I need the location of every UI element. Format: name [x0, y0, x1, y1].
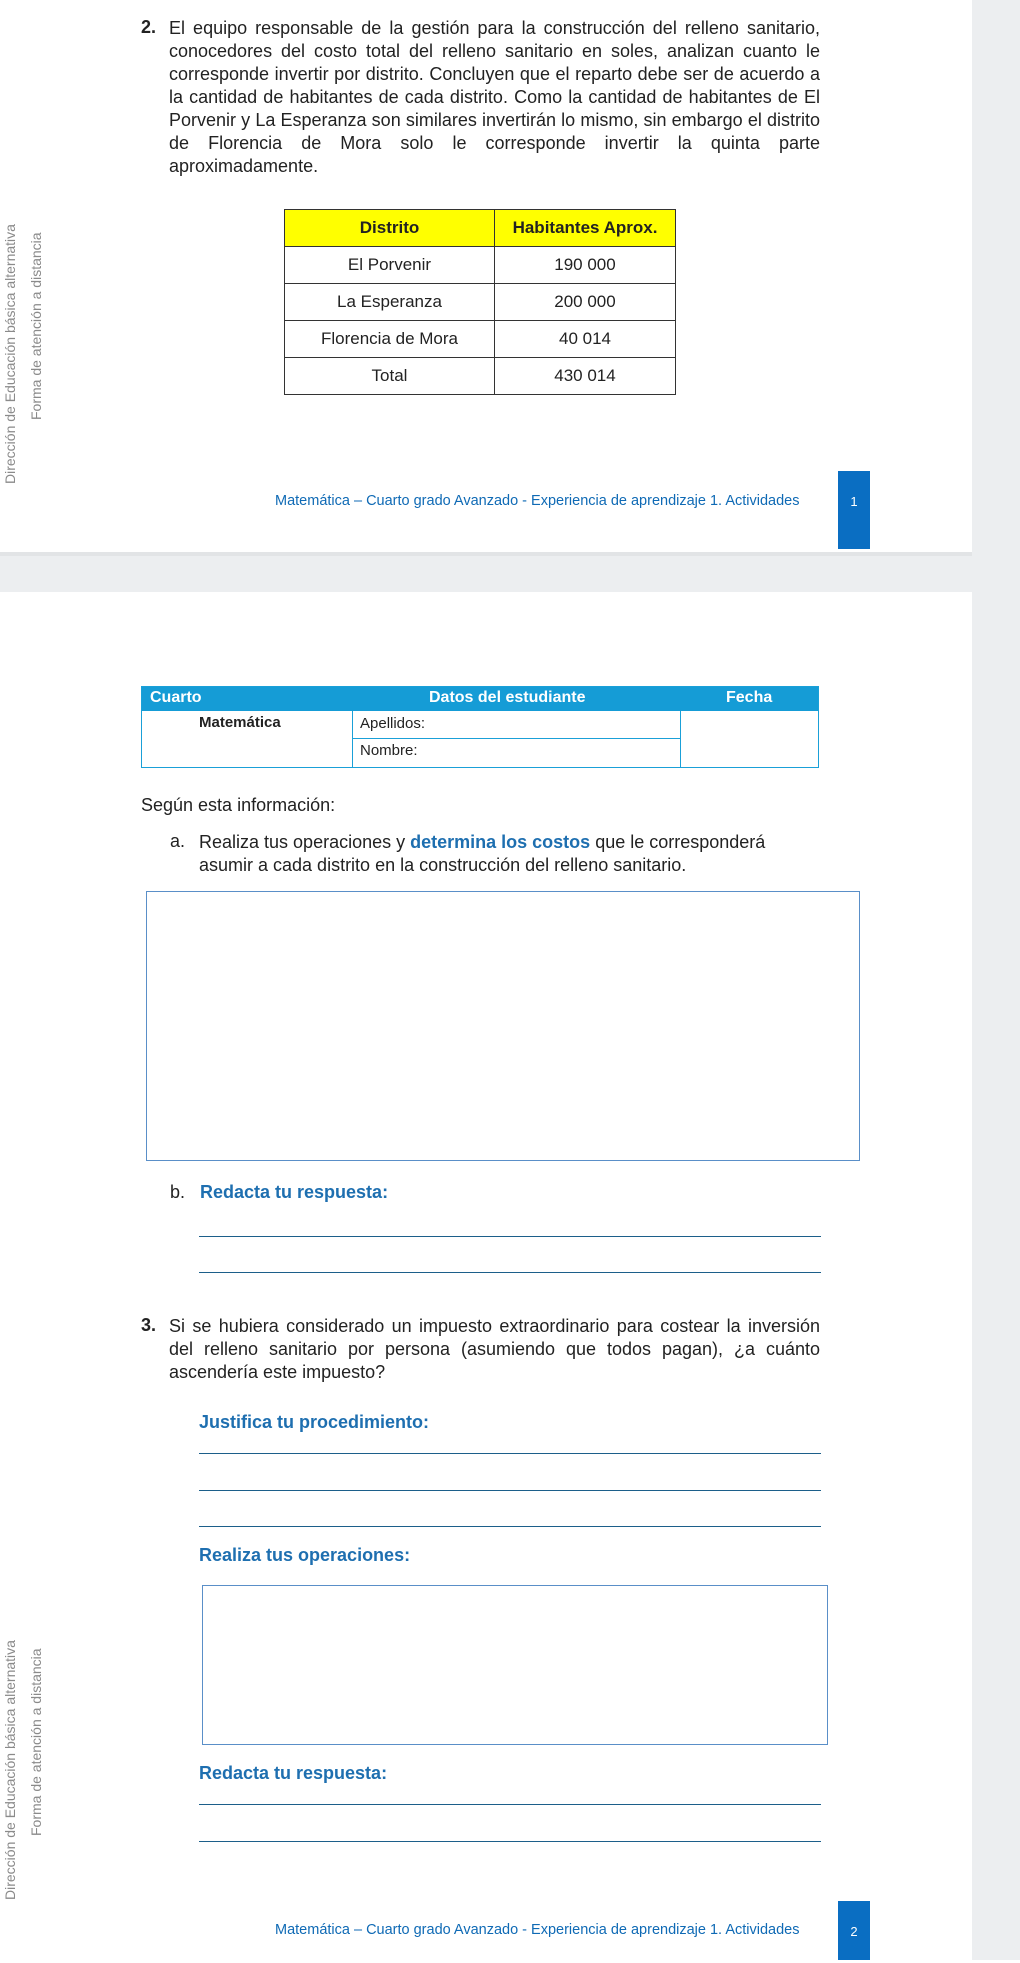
item-a-text [199, 831, 820, 877]
operations-box-3[interactable] [202, 1585, 828, 1745]
header-datos: Datos del estudiante [429, 689, 586, 706]
cell-population: 430 014 [495, 358, 676, 395]
item-3-text: Si se hubiera considerado un impuesto extraordinario para costear la inversión del relleno sanitario por persona (asumiendo que todos pagan), ¿a cuánto ascendería este impuesto? [169, 1316, 820, 1382]
item-2-text: El equipo responsable de la gestión para la construcción del relleno sanitario, conocedores del costo total del relleno sanitario en soles, analizan cuanto le corresponde invertir por distrito. Concluyen que el reparto debe ser de acuerdo a la cantidad de habitantes de cada distrito. Como la cantidad de habitantes de El Porvenir y La Esperanza son similares invertirán lo mismo, sin embargo el distrito de Florencia de Mora solo le corresponde invertir la quinta parte aproximadamente. [169, 18, 820, 176]
item-3-number: 3. [141, 1315, 157, 1335]
cell-district: Total [285, 358, 495, 395]
table-row [285, 321, 676, 358]
table-row [285, 247, 676, 284]
page-gap [0, 552, 1020, 592]
item-a-post: que le corresponderá asumir a cada distrito en la construcción del relleno sanitario. [199, 832, 766, 875]
operations-box-a[interactable] [146, 891, 860, 1161]
student-table-header [142, 687, 818, 711]
item-2-number: 2. [141, 17, 157, 37]
item-a-pre: Realiza tus operaciones y [199, 832, 411, 852]
side-label-line2: Forma de atención a distancia [28, 1648, 44, 1836]
divider [352, 711, 353, 767]
district-table [284, 209, 676, 395]
page-1-number: 1 [838, 471, 870, 549]
answer-line[interactable] [199, 1453, 821, 1454]
answer-line[interactable] [199, 1804, 821, 1805]
district-table-header [285, 210, 676, 247]
header-cuarto: Cuarto [150, 689, 202, 706]
item-a-highlight: determina los costos [410, 832, 591, 852]
answer-line[interactable] [199, 1272, 821, 1273]
item-a-letter: a. [170, 831, 186, 851]
page-1-footer: Matemática – Cuarto grado Avanzado - Experiencia de aprendizaje 1. Actividades [275, 493, 800, 509]
viewer-margin [972, 0, 1020, 1960]
item-b-letter: b. [170, 1182, 186, 1202]
answer-line[interactable] [199, 1490, 821, 1491]
side-label-line2: Forma de atención a distancia [28, 232, 44, 420]
cell-population: 200 000 [495, 284, 676, 321]
student-data-table [141, 686, 819, 768]
answer-line[interactable] [199, 1841, 821, 1842]
side-label-line1: Dirección de Educación básica alternativa [2, 224, 18, 484]
cell-population: 40 014 [495, 321, 676, 358]
item-b-label: Redacta tu respuesta: [200, 1182, 389, 1202]
page-shadow [0, 552, 972, 556]
page-2-number: 2 [838, 1901, 870, 1960]
table-row [285, 284, 676, 321]
intro-text: Según esta información: [141, 795, 336, 815]
date-field[interactable] [686, 715, 812, 763]
answer-line[interactable] [199, 1236, 821, 1237]
cell-district: Florencia de Mora [285, 321, 495, 358]
answer-label: Redacta tu respuesta: [199, 1763, 388, 1783]
header-habitantes: Habitantes Aprox. [495, 210, 676, 247]
operations-label: Realiza tus operaciones: [199, 1545, 411, 1565]
divider [352, 738, 680, 739]
subject-label: Matemática [199, 714, 281, 731]
answer-line[interactable] [199, 1526, 821, 1527]
surname-field[interactable]: Apellidos: [360, 715, 426, 732]
cell-district: El Porvenir [285, 247, 495, 284]
cell-district: La Esperanza [285, 284, 495, 321]
name-field[interactable]: Nombre: [360, 742, 418, 759]
header-fecha: Fecha [726, 689, 773, 706]
header-distrito: Distrito [285, 210, 495, 247]
justify-label: Justifica tu procedimiento: [199, 1412, 430, 1432]
side-label-line1: Dirección de Educación básica alternativa [2, 1640, 18, 1900]
table-row [285, 358, 676, 395]
divider [680, 711, 681, 767]
page-2-footer: Matemática – Cuarto grado Avanzado - Experiencia de aprendizaje 1. Actividades [275, 1922, 800, 1938]
cell-population: 190 000 [495, 247, 676, 284]
